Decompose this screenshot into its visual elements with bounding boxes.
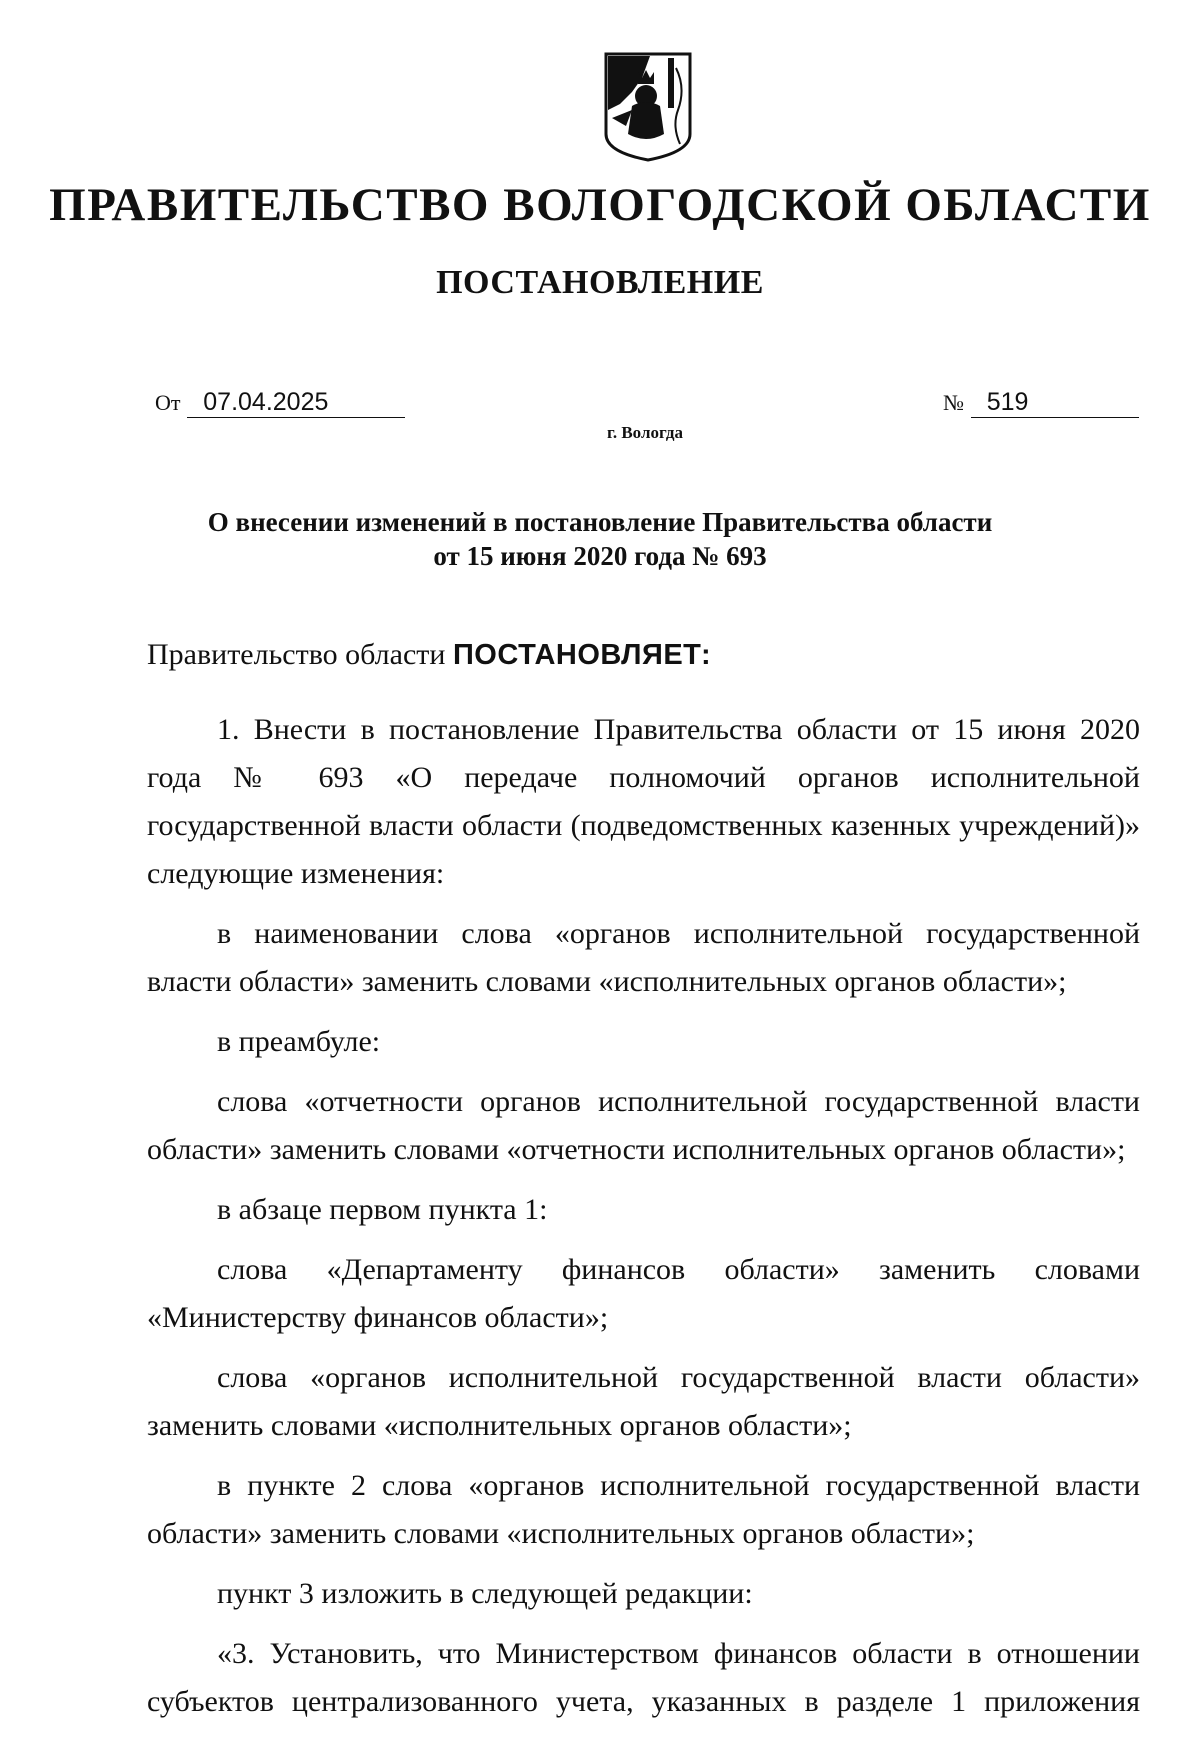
number-label: № [943, 390, 964, 415]
date-label: От [155, 390, 181, 415]
document-body [147, 706, 1140, 1738]
intro-text: Правительство области [147, 638, 453, 671]
vologda-coat-of-arms-icon [602, 48, 694, 166]
document-subject [0, 505, 1200, 573]
body-paragraph: слова «Департаменту финансов области» заменить словами «Министерству финансов области»; [147, 1253, 1140, 1334]
subject-line-2: от 15 июня 2020 года № 693 [433, 541, 767, 571]
subject-line-1: О внесении изменений в постановление Правительства области [207, 507, 993, 537]
body-paragraph: в наименовании слова «органов исполнительной государственной власти области» заменить словами «исполнительных органов области»; [147, 917, 1140, 998]
body-paragraph: в преамбуле: [217, 1025, 381, 1058]
body-paragraph: в абзаце первом пункта 1: [217, 1193, 548, 1226]
document-type-title: ПОСТАНОВЛЕНИЕ [436, 264, 764, 301]
body-paragraph: слова «органов исполнительной государственной власти области» заменить словами «исполнительных органов области»; [147, 1361, 1140, 1442]
organization-title: ПРАВИТЕЛЬСТВО ВОЛОГОДСКОЙ ОБЛАСТИ [49, 179, 1151, 231]
number-field [943, 386, 1139, 418]
body-paragraph: пункт 3 изложить в следующей редакции: [217, 1577, 753, 1610]
body-paragraph: «3. Установить, что Министерством финансов области в отношении субъектов централизованного учета, указанных в разделе 1 приложения [147, 1637, 1140, 1718]
body-paragraph: в пункте 2 слова «органов исполнительной государственной власти области» заменить словами «исполнительных органов области»; [147, 1469, 1140, 1550]
number-value: 519 [971, 387, 1139, 418]
body-paragraph: 1. Внести в постановление Правительства области от 15 июня 2020 года № 693 «О передаче полномочий органов исполнительной государственной власти области (подведомственных казенных учреждений)» следующие изменения: [147, 713, 1140, 890]
intro-emphasis: ПОСТАНОВЛЯЕТ: [452, 639, 712, 671]
date-field [155, 386, 405, 418]
resolution-intro [147, 638, 711, 672]
date-value: 07.04.2025 [187, 387, 405, 418]
body-paragraph: слова «отчетности органов исполнительной государственной власти области» заменить словами «отчетности исполнительных органов области»; [147, 1085, 1140, 1166]
city-name: г. Вологда [607, 423, 683, 442]
